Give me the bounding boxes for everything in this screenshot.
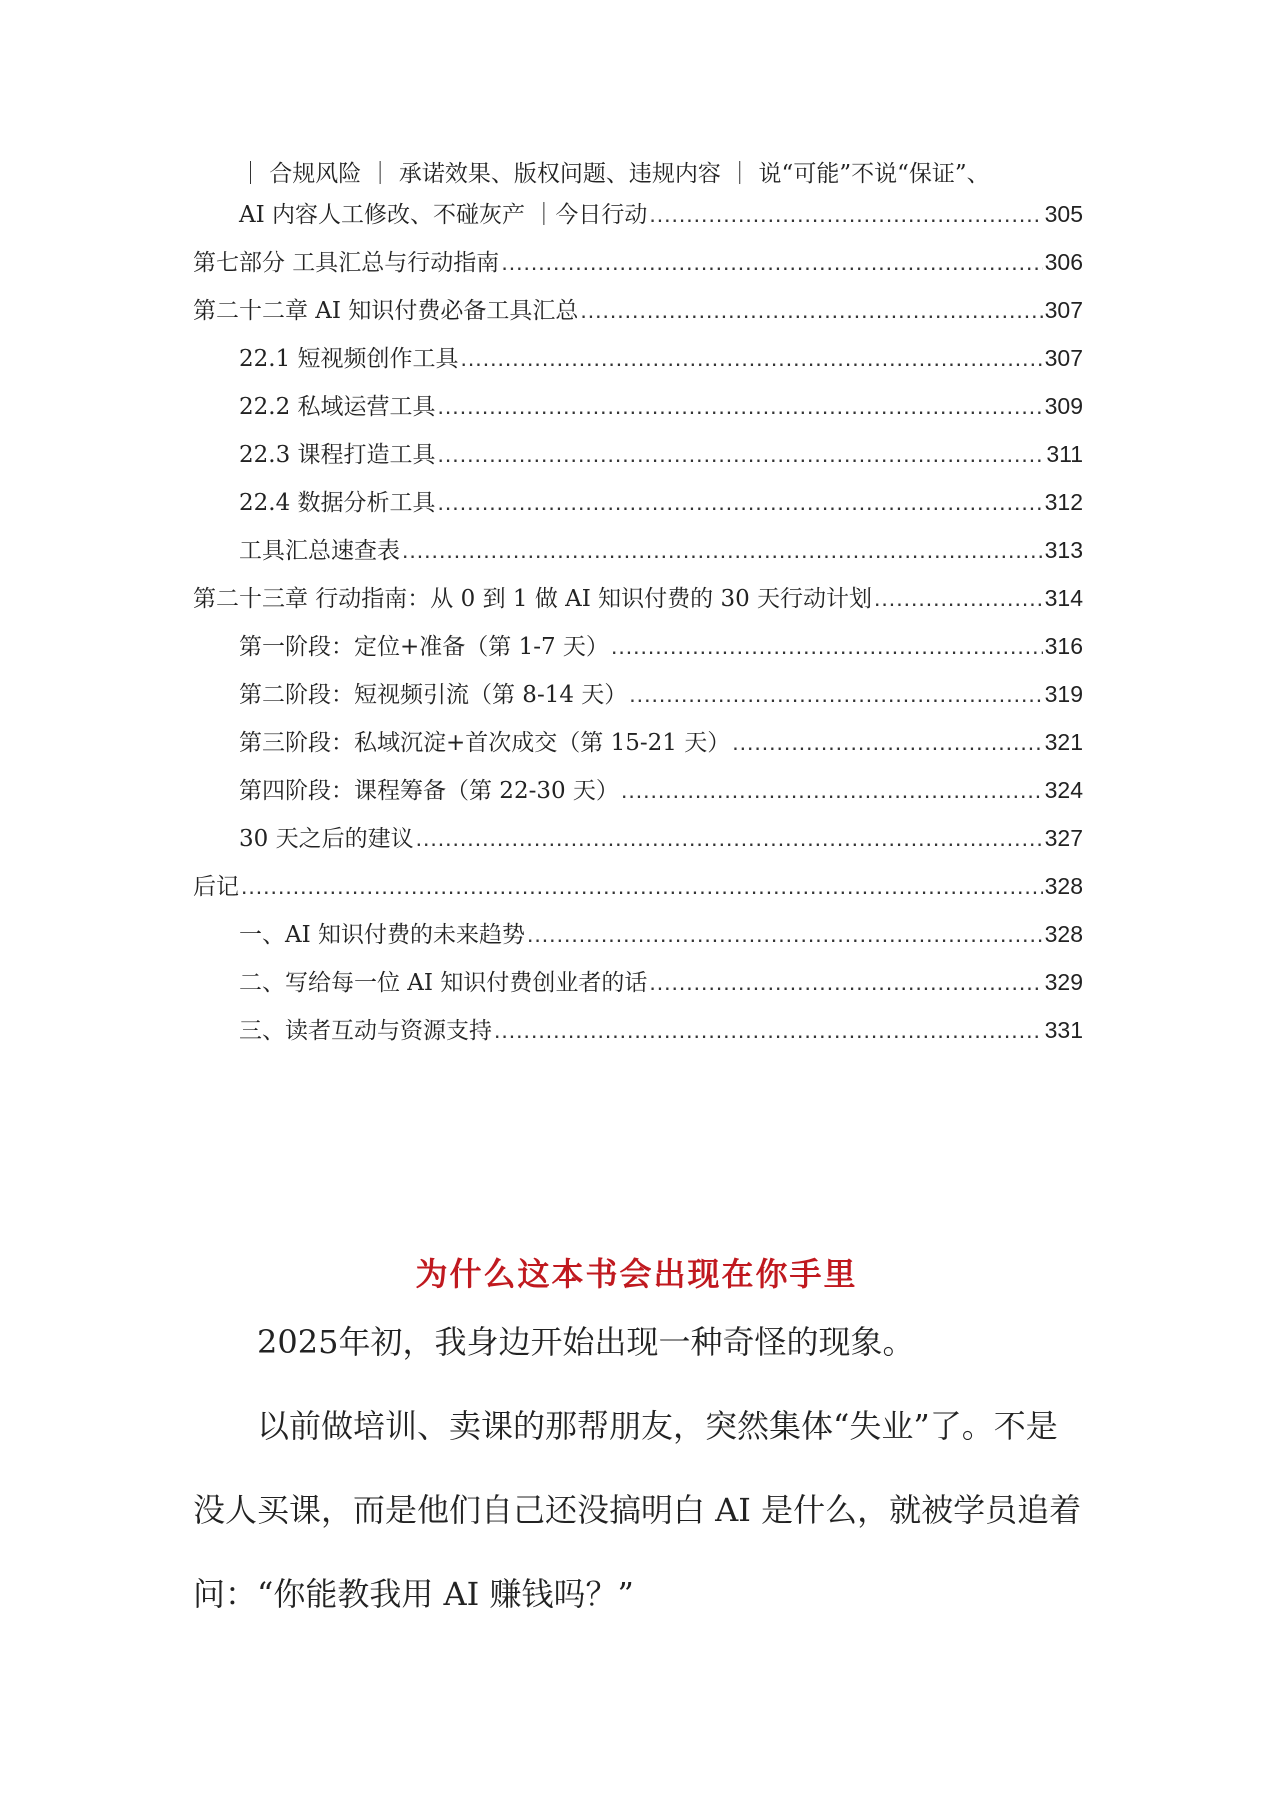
toc-entry-title: 22.4 数据分析工具	[239, 490, 436, 516]
toc-entry-stage-3[interactable]	[193, 726, 1083, 774]
toc-entry-stage-2[interactable]	[193, 678, 1083, 726]
toc-entry-compliance-line1[interactable]	[193, 158, 1083, 198]
toc-page-number: 328	[1044, 873, 1083, 899]
toc-entry-stage-4[interactable]	[193, 774, 1083, 822]
toc-entry-title: 第三阶段：私域沉淀+首次成交（第 15-21 天）	[239, 730, 731, 756]
toc-entry-title: ｜ 合规风险 ｜ 承诺效果、版权问题、违规内容 ｜ 说“可能”不说“保证”、	[239, 161, 990, 187]
toc-entry-afterword[interactable]	[193, 870, 1083, 918]
toc-entry-22-4[interactable]	[193, 486, 1083, 534]
toc-leader-dots	[649, 966, 1042, 998]
toc-page-number: 309	[1044, 393, 1083, 419]
toc-entry-22-1[interactable]	[193, 342, 1083, 390]
toc-entry-title: 第二阶段：短视频引流（第 8-14 天）	[239, 682, 628, 708]
toc-entry-title: 22.2 私域运营工具	[239, 394, 436, 420]
toc-entry-chapter-23[interactable]	[193, 582, 1083, 630]
toc-entry-title: 第一阶段：定位+准备（第 1-7 天）	[239, 634, 609, 660]
toc-leader-dots	[501, 246, 1042, 278]
toc-page-number: 305	[1044, 201, 1083, 227]
toc-leader-dots	[621, 774, 1043, 806]
toc-leader-dots	[527, 918, 1043, 950]
toc-leader-dots	[461, 342, 1043, 374]
toc-entry-afterword-1[interactable]	[193, 918, 1083, 966]
toc-entry-title: 第二十二章 AI 知识付费必备工具汇总	[193, 298, 579, 324]
toc-page-number: 328	[1044, 921, 1083, 947]
toc-entry-title: 工具汇总速查表	[239, 538, 400, 564]
toc-entry-22-3[interactable]	[193, 438, 1083, 486]
section-heading: 为什么这本书会出现在你手里	[415, 1254, 858, 1293]
toc-leader-dots	[416, 822, 1043, 854]
toc-leader-dots	[580, 294, 1042, 326]
toc-leader-dots	[438, 486, 1043, 518]
toc-page-number: 314	[1044, 585, 1083, 611]
body-text	[193, 1300, 1083, 1636]
toc-leader-dots	[241, 870, 1043, 902]
toc-leader-dots	[649, 198, 1042, 230]
toc-page-number: 324	[1044, 777, 1083, 803]
toc-entry-title: 22.1 短视频创作工具	[239, 346, 459, 372]
toc-page-number: 319	[1044, 681, 1083, 707]
toc-page-number: 311	[1046, 441, 1083, 467]
toc-page-number: 327	[1044, 825, 1083, 851]
toc-entry-title: 30 天之后的建议	[239, 826, 414, 852]
toc-entry-afterword-2[interactable]	[193, 966, 1083, 1014]
toc-page-number: 313	[1044, 537, 1083, 563]
toc-leader-dots	[494, 1014, 1043, 1046]
toc-entry-title: 第七部分 工具汇总与行动指南	[193, 250, 500, 276]
toc-entry-title: 二、写给每一位 AI 知识付费创业者的话	[239, 970, 648, 996]
toc-entry-title: 三、读者互动与资源支持	[239, 1018, 492, 1044]
toc-entry-afterword-3[interactable]	[193, 1014, 1083, 1062]
toc-leader-dots	[611, 630, 1043, 662]
toc-entry-after-30-days[interactable]	[193, 822, 1083, 870]
toc-entry-compliance-line2[interactable]	[193, 198, 1083, 246]
toc-entry-title: 后记	[193, 874, 239, 900]
toc-leader-dots	[874, 582, 1043, 614]
toc-entry-title: 一、AI 知识付费的未来趋势	[239, 922, 526, 948]
toc-leader-dots	[629, 678, 1042, 710]
toc-page-number: 312	[1044, 489, 1083, 515]
toc-page-number: 329	[1044, 969, 1083, 995]
toc-page-number: 307	[1044, 297, 1083, 323]
toc-leader-dots	[438, 438, 1045, 470]
toc-page-number: 316	[1044, 633, 1083, 659]
toc-entry-title: 第二十三章 行动指南：从 0 到 1 做 AI 知识付费的 30 天行动计划	[193, 586, 873, 612]
toc-entry-22-2[interactable]	[193, 390, 1083, 438]
toc-page-number: 307	[1044, 345, 1083, 371]
toc-page-number: 331	[1044, 1017, 1083, 1043]
toc-page-number: 306	[1044, 249, 1083, 275]
table-of-contents	[193, 158, 1083, 1062]
toc-entry-tools-table[interactable]	[193, 534, 1083, 582]
toc-leader-dots	[732, 726, 1042, 758]
toc-leader-dots	[438, 390, 1043, 422]
toc-entry-stage-1[interactable]	[193, 630, 1083, 678]
paragraph: 以前做培训、卖课的那帮朋友，突然集体“失业”了。不是没人买课，而是他们自己还没搞明白 AI 是什么，就被学员追着问：“你能教我用 AI 赚钱吗？”	[193, 1407, 1082, 1613]
toc-entry-title: AI 内容人工修改、不碰灰产 ｜今日行动	[239, 202, 648, 228]
toc-entry-chapter-22[interactable]	[193, 294, 1083, 342]
toc-entry-part-7[interactable]	[193, 246, 1083, 294]
toc-leader-dots	[402, 534, 1043, 566]
paragraph: 2025年初，我身边开始出现一种奇怪的现象。	[257, 1323, 915, 1361]
toc-entry-title: 22.3 课程打造工具	[239, 442, 436, 468]
toc-page-number: 321	[1044, 729, 1083, 755]
toc-entry-title: 第四阶段：课程筹备（第 22-30 天）	[239, 778, 619, 804]
